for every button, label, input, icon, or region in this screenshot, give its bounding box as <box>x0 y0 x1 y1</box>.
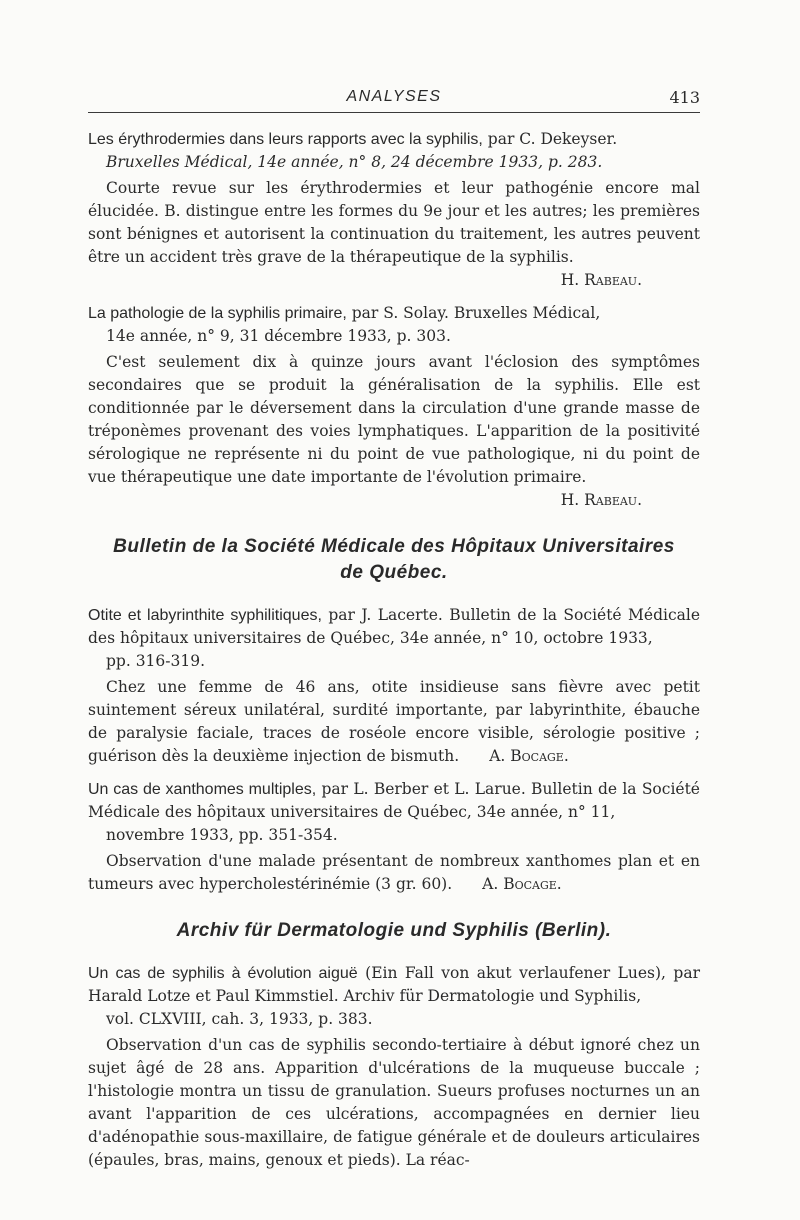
article-title: Otite et labyrinthite syphilitiques, <box>88 607 322 624</box>
article-authors: par S. Solay. Bruxelles Médical, <box>351 304 601 322</box>
article-citation <box>88 604 700 650</box>
article-citation <box>88 962 700 1008</box>
article-source: Bruxelles Médical, 14e année, n° 8, 24 décembre 1933, p. 283. <box>106 153 603 171</box>
article-syphilis-primaire <box>88 302 700 512</box>
page-number: 413 <box>669 88 700 107</box>
section-heading-line: Archiv für Dermatologie und Syphilis (Berlin). <box>176 920 612 941</box>
article-body: C'est seulement dix à quinze jours avant l'éclosion des symptômes secondaires que se produit la généralisation de la syphilis. Elle est conditionnée par le déversement dans la circulation d'une grande masse de tréponèmes provenant des voies lymphatiques. L'apparition de la positivité sérologique ne représente ni du point de vue pathologique, ni du point de vue thérapeutique une date importante de l'évolution primaire. <box>88 353 700 486</box>
article-authors: par C. Dekeyser. <box>487 130 618 148</box>
article-title: La pathologie de la syphilis primaire, <box>88 305 347 322</box>
section-heading-line: de Québec. <box>340 562 448 583</box>
article-citation <box>88 128 700 151</box>
article-source: novembre 1933, pp. 351-354. <box>106 826 338 844</box>
article-citation <box>88 778 700 824</box>
article-body: Observation d'un cas de syphilis secondo-tertiaire à début ignoré chez un sujet âgé de 28 ans. Apparition d'ulcérations de la muqueuse buccale ; l'histologie montra un tissu de granulation. Sueurs profuses nocturnes un an avant l'apparition de ces ulcérations, accompagnées en dernier lieu d'adénopathie sous-maxillaire, de fatigue générale et de douleurs articulaires (épaules, bras, mains, genoux et pieds). La réac- <box>88 1036 700 1169</box>
article-syphilis-aigue <box>88 962 700 1172</box>
page-content <box>88 128 700 1172</box>
article-authors: (Ein Fall von akut verlaufener Lues), par Harald Lotze et Paul Kimmstiel. Archiv für Dermatologie und Syphilis, <box>88 964 700 1005</box>
article-title: Un cas de xanthomes multiples, <box>88 781 317 798</box>
article-signature: A. Bocage. <box>482 875 562 893</box>
article-signature: H. Rabeau. <box>560 491 642 509</box>
article-title: Un cas de syphilis à évolution aiguë <box>88 965 358 982</box>
section-heading-line: Bulletin de la Société Médicale des Hôpitaux Universitaires <box>113 536 675 557</box>
article-authors: par L. Berber et L. Larue. Bulletin de la Société Médicale des hôpitaux universitaires de Québec, 34e année, n° 11, <box>88 780 700 821</box>
article-source: pp. 316-319. <box>106 652 206 670</box>
article-body-text: Observation d'une malade présentant de nombreux xanthomes plan et en tumeurs avec hypercholestérinémie (3 gr. 60). <box>88 852 700 893</box>
article-title: Les érythrodermies dans leurs rapports avec la syphilis, <box>88 131 483 148</box>
article-source: 14e année, n° 9, 31 décembre 1933, p. 303. <box>106 327 451 345</box>
article-body: Courte revue sur les érythrodermies et leur pathogénie encore mal élucidée. B. distingue entre les formes du 9e jour et les autres; les premières sont bénignes et autorisent la continuation du traitement, les autres peuvent être un accident très grave de la thérapeutique de la syphilis. <box>88 179 700 266</box>
section-heading-archiv <box>88 918 700 944</box>
article-erythrodermies <box>88 128 700 292</box>
article-signature: H. Rabeau. <box>560 271 642 289</box>
article-body-text: Chez une femme de 46 ans, otite insidieuse sans fièvre avec petit suintement séreux unilatéral, surdité importante, par labyrinthite, ébauche de paralysie faciale, traces de roséole encore visible, sérologie positive ; guérison dès la deuxième injection de bismuth. <box>88 678 700 765</box>
article-xanthomes <box>88 778 700 896</box>
header-rule <box>88 112 700 113</box>
article-body <box>88 676 700 768</box>
article-authors: par J. Lacerte. Bulletin de la Société Médicale des hôpitaux universitaires de Québec, 34e année, n° 10, octobre 1933, <box>88 606 700 647</box>
article-otite <box>88 604 700 768</box>
article-citation <box>88 302 700 325</box>
running-head: ANALYSES <box>346 88 442 105</box>
section-heading-quebec <box>88 534 700 586</box>
article-body <box>88 850 700 896</box>
article-source: vol. CLXVIII, cah. 3, 1933, p. 383. <box>106 1010 373 1028</box>
article-signature: A. Bocage. <box>489 747 569 765</box>
page-header <box>88 88 700 112</box>
